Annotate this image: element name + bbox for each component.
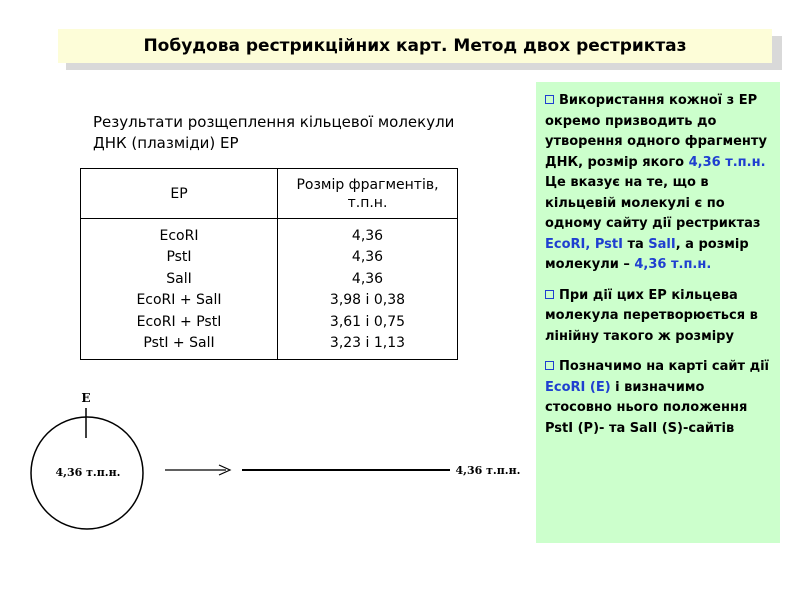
linear-size-label: 4,36 т.п.н. (455, 464, 521, 477)
enzyme-name: EcoRI + SalI (136, 292, 222, 309)
panel-highlight: EcoRI (E) (545, 379, 611, 395)
caption-line-2: ДНК (плазміди) ЕР (93, 134, 239, 152)
panel-highlight: 4,36 т.п.н. (634, 257, 712, 272)
panel-highlight: EcoRI, PstI (545, 236, 623, 252)
fragment-size: 3,98 і 0,38 (329, 292, 406, 309)
table-row (81, 219, 458, 360)
enzyme-name: PstI + SalI (143, 335, 215, 352)
digest-results-table (80, 168, 458, 360)
header-fragment-size (278, 169, 458, 219)
header-fragment-size-line2: т.п.н. (347, 194, 388, 211)
fragment-size: 4,36 (351, 249, 384, 266)
explanation-panel (536, 82, 780, 543)
panel-text: і визначимо стосовно нього положення PstI (P)- та SalI (S)-сайтів (545, 379, 748, 436)
panel-paragraph-3 (545, 357, 772, 439)
panel-paragraph-1 (545, 91, 772, 276)
panel-text: , а розмір молекули – (545, 236, 749, 272)
enzyme-name: EcoRI + PstI (136, 313, 222, 330)
circle-size-label: 4,36 т.п.н. (55, 466, 121, 479)
enzyme-name: SalI (166, 270, 192, 287)
table-caption (93, 112, 454, 154)
panel-paragraph-2 (545, 286, 772, 348)
panel-highlight: SalI (648, 236, 676, 252)
checkbox-bullet-icon (545, 290, 554, 299)
ecori-site-label: E (81, 391, 91, 405)
caption-line-1: Результати розщеплення кільцевої молекули (93, 113, 455, 131)
enzyme-name: EcoRI (159, 228, 199, 244)
checkbox-bullet-icon (545, 95, 554, 104)
panel-text: При дії цих ЕР кільцева молекула перетворюється в лінійну такого ж розміру (545, 287, 758, 344)
panel-text: Використання кожної з ЕР окремо призводить до утворення одного фрагменту ДНК, розмір якого (545, 93, 767, 170)
header-fragment-size-line1: Розмір фрагментів, (296, 176, 439, 193)
checkbox-bullet-icon (545, 361, 554, 370)
table-header-row (81, 169, 458, 219)
fragment-size: 3,23 і 1,13 (329, 335, 406, 352)
plasmid-diagram (0, 380, 540, 600)
size-cell (278, 219, 458, 360)
header-enzyme: ЕР (81, 169, 278, 219)
panel-text: Позначимо на карті сайт дії (559, 359, 769, 374)
enzyme-cell (81, 219, 278, 360)
title-banner (58, 29, 772, 63)
panel-highlight: 4,36 т.п.н. (688, 154, 766, 170)
panel-text: Це вказує на те, що в кільцевій молекулі є по одному сайту дії рестриктаз (545, 175, 761, 231)
fragment-size: 4,36 (351, 228, 384, 244)
page-title: Побудова рестрикційних карт. Метод двох рестриктаз (143, 36, 687, 56)
fragment-size: 3,61 і 0,75 (329, 313, 406, 330)
panel-text: та (622, 236, 649, 252)
fragment-size: 4,36 (351, 270, 384, 287)
enzyme-name: PstI (166, 249, 192, 266)
